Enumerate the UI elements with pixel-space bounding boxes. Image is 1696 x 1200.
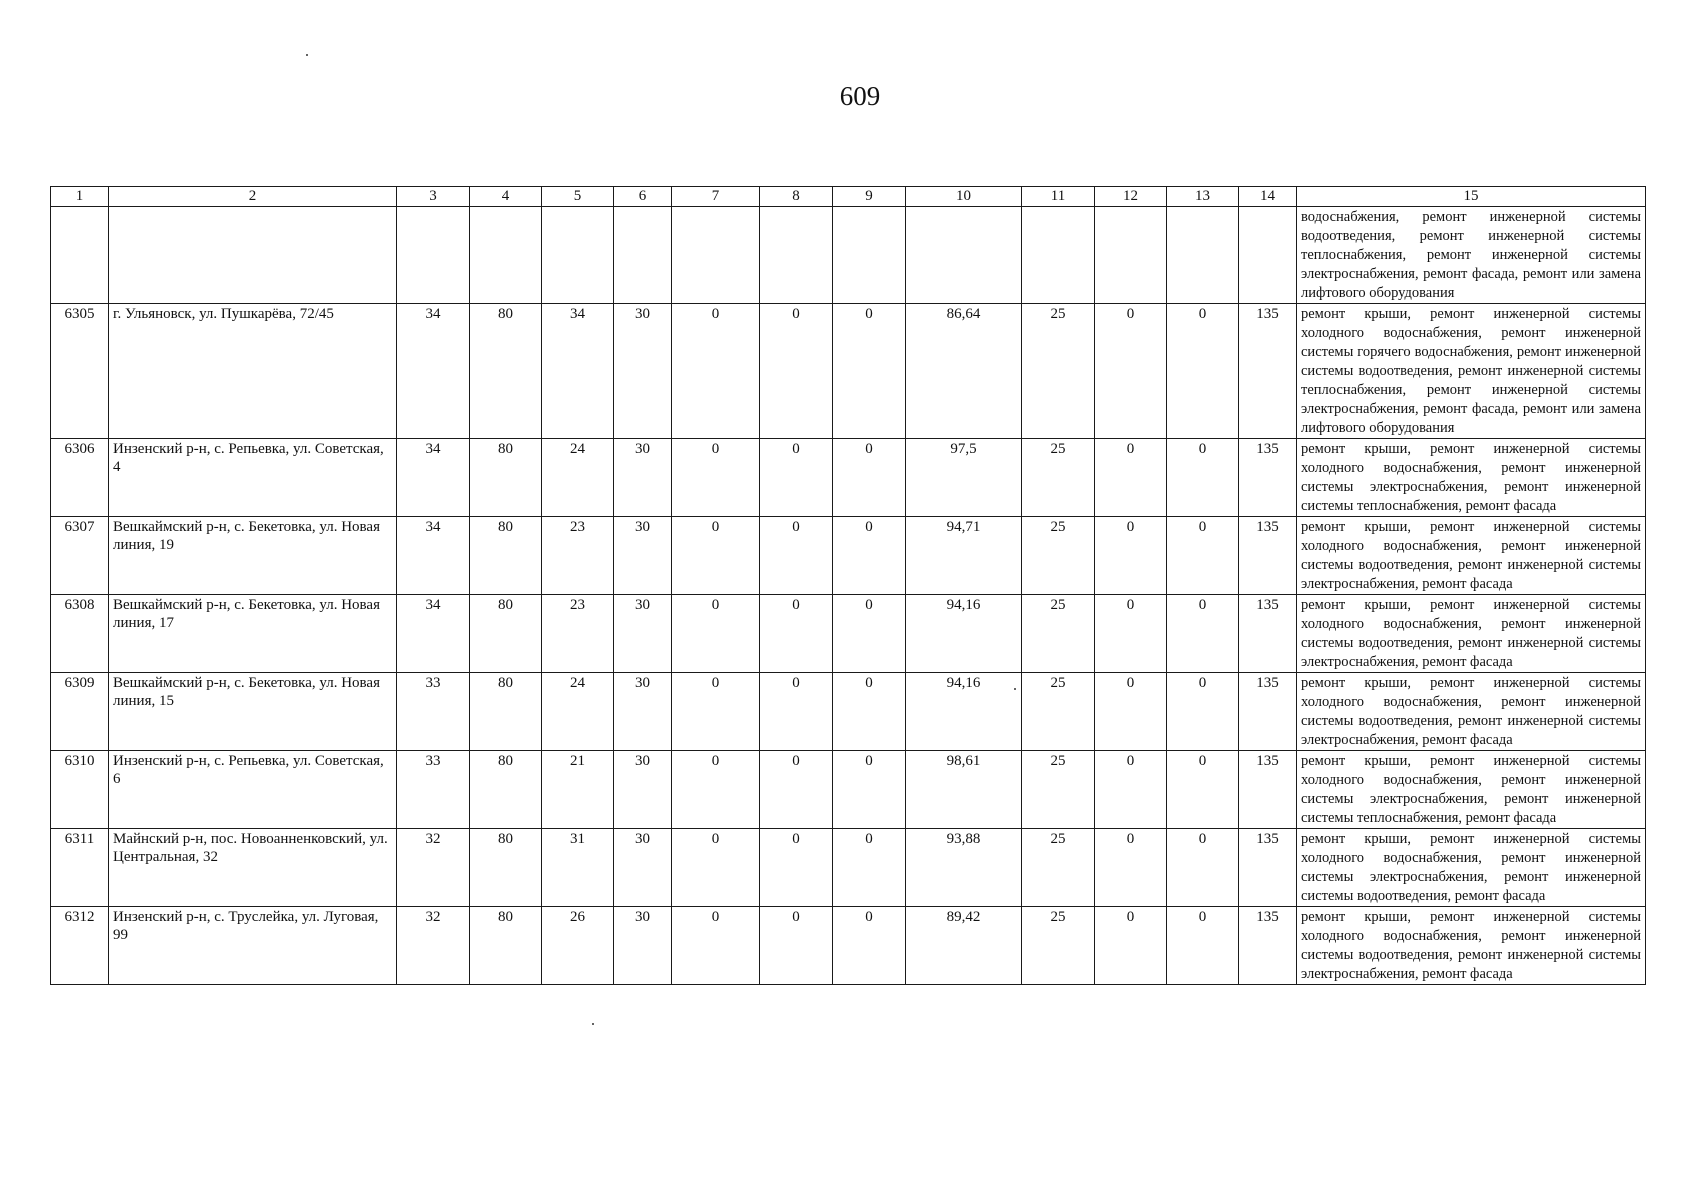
value-cell: 30 (614, 751, 672, 829)
table-row (51, 304, 1646, 439)
value-cell: 0 (672, 751, 760, 829)
value-cell: 25 (1022, 673, 1095, 751)
value-cell: 32 (397, 907, 470, 985)
row-id-cell: 6309 (51, 673, 109, 751)
value-cell: 30 (614, 829, 672, 907)
value-cell: 0 (833, 517, 906, 595)
value-cell: 33 (397, 673, 470, 751)
value-cell: 25 (1022, 439, 1095, 517)
value-cell: 0 (760, 304, 833, 439)
value-cell: 80 (470, 595, 542, 673)
value-cell: 0 (833, 907, 906, 985)
value-cell: 135 (1239, 517, 1297, 595)
value-cell: 34 (397, 517, 470, 595)
value-cell: 21 (542, 751, 614, 829)
value-cell: 34 (542, 304, 614, 439)
value-cell: 0 (833, 595, 906, 673)
row-id-cell: 6312 (51, 907, 109, 985)
table-row (51, 517, 1646, 595)
value-cell: 0 (1095, 517, 1167, 595)
value-cell: 30 (614, 517, 672, 595)
empty-cell (672, 207, 760, 304)
value-cell: 0 (1167, 517, 1239, 595)
value-cell: 33 (397, 751, 470, 829)
value-cell: 0 (1167, 595, 1239, 673)
value-cell: 0 (833, 751, 906, 829)
work-types-cell: ремонт крыши, ремонт инженерной системы холодного водоснабжения, ремонт инженерной системы водоотведения, ремонт инженерной системы электроснабжения, ремонт фасада (1297, 517, 1646, 595)
value-cell: 25 (1022, 517, 1095, 595)
column-header: 5 (542, 187, 614, 207)
column-header: 9 (833, 187, 906, 207)
row-id-cell: 6310 (51, 751, 109, 829)
value-cell: 34 (397, 595, 470, 673)
value-cell: 135 (1239, 751, 1297, 829)
value-cell: 80 (470, 673, 542, 751)
column-header: 6 (614, 187, 672, 207)
value-cell: 0 (672, 439, 760, 517)
value-cell: 0 (760, 439, 833, 517)
value-cell: 0 (760, 595, 833, 673)
value-cell: 30 (614, 907, 672, 985)
scan-speck (592, 1023, 594, 1025)
work-types-cell: ремонт крыши, ремонт инженерной системы холодного водоснабжения, ремонт инженерной системы электроснабжения, ремонт инженерной системы водоотведения, ремонт фасада (1297, 829, 1646, 907)
empty-cell (1022, 207, 1095, 304)
value-cell: 0 (672, 304, 760, 439)
work-types-cell: ремонт крыши, ремонт инженерной системы холодного водоснабжения, ремонт инженерной системы водоотведения, ремонт инженерной системы электроснабжения, ремонт фасада (1297, 595, 1646, 673)
address-cell: Вешкаймский р-н, с. Бекетовка, ул. Новая линия, 19 (109, 517, 397, 595)
value-cell: 94,71 (906, 517, 1022, 595)
address-cell: Майнский р-н, пос. Новоанненковский, ул. Центральная, 32 (109, 829, 397, 907)
value-cell: 80 (470, 907, 542, 985)
repair-register-table (50, 186, 1646, 985)
value-cell: 25 (1022, 907, 1095, 985)
value-cell: 135 (1239, 304, 1297, 439)
value-cell: 0 (760, 907, 833, 985)
value-cell: 86,64 (906, 304, 1022, 439)
empty-cell (1167, 207, 1239, 304)
value-cell: 80 (470, 829, 542, 907)
row-id-cell: 6311 (51, 829, 109, 907)
empty-cell (1239, 207, 1297, 304)
continuation-row (51, 207, 1646, 304)
work-types-cell: ремонт крыши, ремонт инженерной системы холодного водоснабжения, ремонт инженерной системы горячего водоснабжения, ремонт инженерной системы водоотведения, ремонт инженерной системы теплоснабжения, ремонт инженерной системы электроснабжения, ремонт фасада, ремонт или замена лифтового оборудования (1297, 304, 1646, 439)
value-cell: 0 (672, 595, 760, 673)
value-cell: 98,61 (906, 751, 1022, 829)
value-cell: 135 (1239, 595, 1297, 673)
row-id-cell: 6307 (51, 517, 109, 595)
work-types-cell: ремонт крыши, ремонт инженерной системы холодного водоснабжения, ремонт инженерной системы водоотведения, ремонт инженерной системы электроснабжения, ремонт фасада (1297, 907, 1646, 985)
row-id-cell: 6305 (51, 304, 109, 439)
value-cell: 0 (1167, 751, 1239, 829)
value-cell: 80 (470, 517, 542, 595)
value-cell: 135 (1239, 829, 1297, 907)
scan-speck (306, 54, 308, 56)
value-cell: 135 (1239, 439, 1297, 517)
value-cell: 0 (1095, 673, 1167, 751)
value-cell: 0 (1167, 829, 1239, 907)
work-types-cell: ремонт крыши, ремонт инженерной системы холодного водоснабжения, ремонт инженерной системы электроснабжения, ремонт инженерной системы теплоснабжения, ремонт фасада (1297, 439, 1646, 517)
value-cell: 30 (614, 439, 672, 517)
page-number: 609 (839, 81, 881, 111)
empty-cell (542, 207, 614, 304)
value-cell: 0 (1167, 673, 1239, 751)
value-cell: 80 (470, 751, 542, 829)
column-header: 1 (51, 187, 109, 207)
empty-cell (614, 207, 672, 304)
empty-cell (1095, 207, 1167, 304)
value-cell: 26 (542, 907, 614, 985)
value-cell: 80 (470, 304, 542, 439)
value-cell: 34 (397, 304, 470, 439)
value-cell: 0 (1167, 907, 1239, 985)
value-cell: 0 (1167, 439, 1239, 517)
value-cell: 135 (1239, 907, 1297, 985)
empty-cell (470, 207, 542, 304)
address-cell: Инзенский р-н, с. Репьевка, ул. Советская, 6 (109, 751, 397, 829)
column-number-header-row (51, 187, 1646, 207)
address-cell: Инзенский р-н, с. Репьевка, ул. Советская, 4 (109, 439, 397, 517)
value-cell: 89,42 (906, 907, 1022, 985)
value-cell: 93,88 (906, 829, 1022, 907)
column-header: 8 (760, 187, 833, 207)
value-cell: 0 (1095, 595, 1167, 673)
value-cell: 34 (397, 439, 470, 517)
value-cell: 94,16 (906, 673, 1022, 751)
value-cell: 0 (760, 829, 833, 907)
work-types-cell: водоснабжения, ремонт инженерной системы водоотведения, ремонт инженерной системы теплоснабжения, ремонт инженерной системы электроснабжения, ремонт фасада, ремонт или замена лифтового оборудования (1297, 207, 1646, 304)
value-cell: 32 (397, 829, 470, 907)
value-cell: 0 (672, 517, 760, 595)
row-id-cell: 6308 (51, 595, 109, 673)
value-cell: 0 (833, 829, 906, 907)
empty-cell (906, 207, 1022, 304)
table-row (51, 907, 1646, 985)
value-cell: 25 (1022, 751, 1095, 829)
value-cell: 0 (833, 439, 906, 517)
value-cell: 94,16 (906, 595, 1022, 673)
empty-cell (760, 207, 833, 304)
value-cell: 97,5 (906, 439, 1022, 517)
address-cell: Вешкаймский р-н, с. Бекетовка, ул. Новая линия, 15 (109, 673, 397, 751)
value-cell: 0 (1095, 907, 1167, 985)
value-cell: 0 (833, 673, 906, 751)
empty-cell (833, 207, 906, 304)
value-cell: 24 (542, 439, 614, 517)
table-row (51, 829, 1646, 907)
value-cell: 25 (1022, 829, 1095, 907)
address-cell: Вешкаймский р-н, с. Бекетовка, ул. Новая линия, 17 (109, 595, 397, 673)
value-cell: 0 (833, 304, 906, 439)
value-cell: 0 (1095, 439, 1167, 517)
table-row (51, 751, 1646, 829)
column-header: 13 (1167, 187, 1239, 207)
column-header: 11 (1022, 187, 1095, 207)
value-cell: 24 (542, 673, 614, 751)
value-cell: 30 (614, 304, 672, 439)
table-row (51, 595, 1646, 673)
table-row (51, 673, 1646, 751)
value-cell: 0 (760, 673, 833, 751)
value-cell: 30 (614, 595, 672, 673)
column-header: 7 (672, 187, 760, 207)
column-header: 2 (109, 187, 397, 207)
work-types-cell: ремонт крыши, ремонт инженерной системы холодного водоснабжения, ремонт инженерной системы электроснабжения, ремонт инженерной системы теплоснабжения, ремонт фасада (1297, 751, 1646, 829)
value-cell: 23 (542, 595, 614, 673)
table-row (51, 439, 1646, 517)
address-cell: г. Ульяновск, ул. Пушкарёва, 72/45 (109, 304, 397, 439)
value-cell: 80 (470, 439, 542, 517)
value-cell: 31 (542, 829, 614, 907)
work-types-cell: ремонт крыши, ремонт инженерной системы холодного водоснабжения, ремонт инженерной системы водоотведения, ремонт инженерной системы электроснабжения, ремонт фасада (1297, 673, 1646, 751)
row-id-cell: 6306 (51, 439, 109, 517)
value-cell: 30 (614, 673, 672, 751)
value-cell: 135 (1239, 673, 1297, 751)
column-header: 12 (1095, 187, 1167, 207)
empty-cell (109, 207, 397, 304)
empty-cell (397, 207, 470, 304)
column-header: 3 (397, 187, 470, 207)
value-cell: 25 (1022, 595, 1095, 673)
column-header: 15 (1297, 187, 1646, 207)
value-cell: 0 (1095, 829, 1167, 907)
column-header: 10 (906, 187, 1022, 207)
value-cell: 0 (760, 517, 833, 595)
value-cell: 0 (672, 673, 760, 751)
value-cell: 0 (1167, 304, 1239, 439)
column-header: 4 (470, 187, 542, 207)
value-cell: 0 (672, 829, 760, 907)
value-cell: 0 (672, 907, 760, 985)
column-header: 14 (1239, 187, 1297, 207)
value-cell: 0 (760, 751, 833, 829)
value-cell: 23 (542, 517, 614, 595)
empty-cell (51, 207, 109, 304)
value-cell: 0 (1095, 304, 1167, 439)
value-cell: 0 (1095, 751, 1167, 829)
value-cell: 25 (1022, 304, 1095, 439)
address-cell: Инзенский р-н, с. Труслейка, ул. Луговая, 99 (109, 907, 397, 985)
